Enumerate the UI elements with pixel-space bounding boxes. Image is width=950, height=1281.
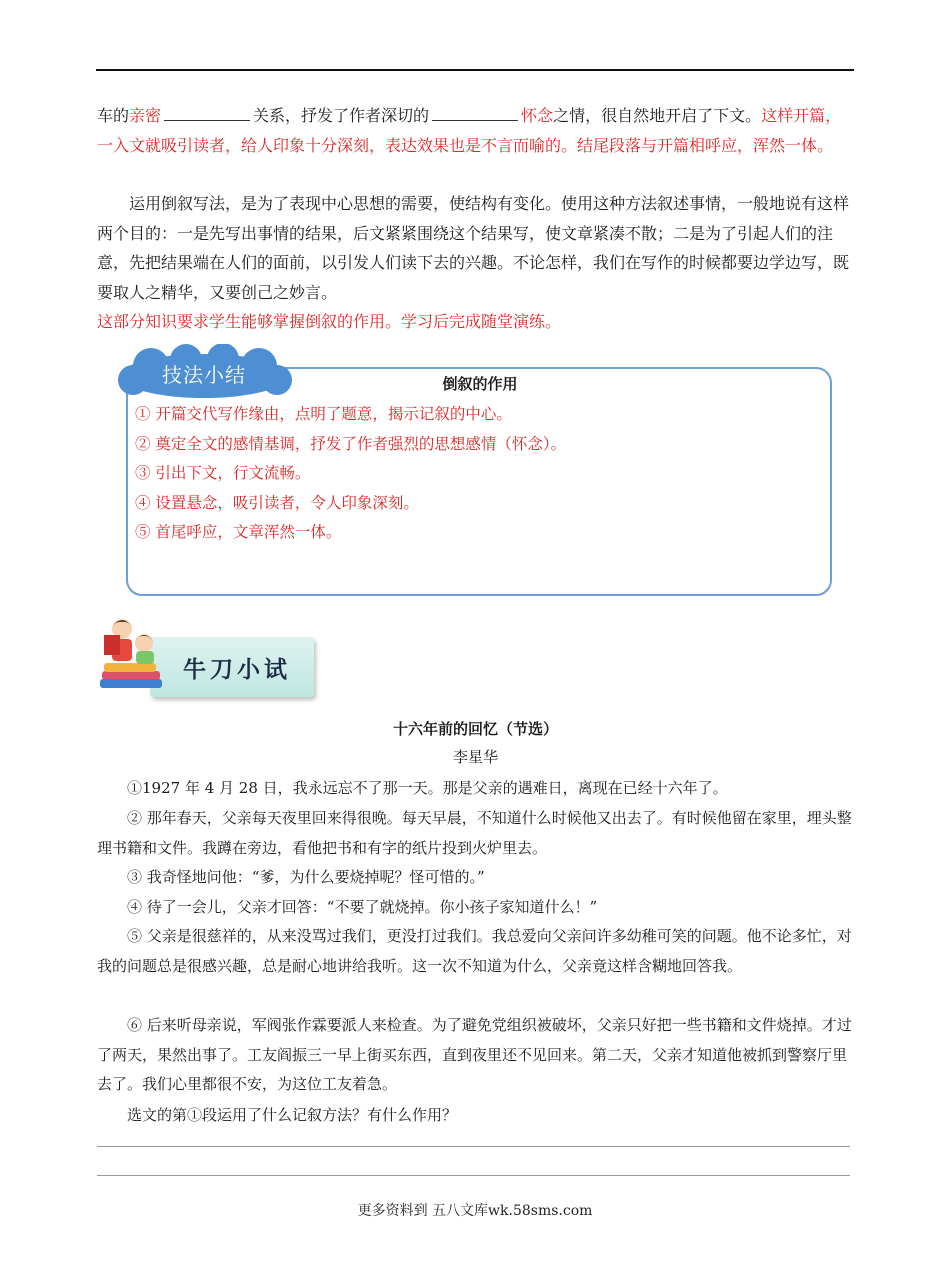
article-title: 十六年前的回忆（节选） <box>392 720 558 738</box>
summary-item: ⑤ 首尾呼应，文章浑然一体。 <box>135 523 342 541</box>
summary-label: 技法小结 <box>162 362 246 387</box>
flashback-explanation: 运用倒叙写法，是为了表现中心思想的需要，使结构有变化。使用这种方法叙述事情，一般地说有这样两个目的：一是先写出事情的结果，后文紧紧围绕这个结果写，使文章紧凑不散；二是为了引起人们的注意，先把结果端在人们的面前，以引发人们读下去的兴趣。不论怎样，我们在写作的时候都要边学边写，既要取人之精华，又要创己之妙言。 <box>97 194 850 302</box>
answer-line <box>97 1175 850 1176</box>
summary-item: ③ 引出下文，行文流畅。 <box>135 464 311 482</box>
answer-line <box>97 1146 850 1147</box>
answer-word-2: 怀念 <box>521 106 554 125</box>
article-paragraph: ⑥ 后来听母亲说，军阀张作霖要派人来检查。为了避免党组织被破坏，父亲只好把一些书籍和文件烧掉。才过了两天，果然出事了。工友阎振三一早上街买东西，直到夜里还不见回来。第二天，父亲才知道他被抓到警察厅里去了。我们心里都很不安，为这位工友着急。 <box>97 1016 852 1093</box>
answer-word-1: 亲密 <box>129 106 162 125</box>
article-paragraph: ⑤ 父亲是很慈祥的，从来没骂过我们，更没打过我们。我总爱向父亲问许多幼稚可笑的问题。他不论多忙，对我的问题总是很感兴趣，总是耐心地讲给我听。这一次不知道为什么，父亲竟这样含糊地回答我。 <box>97 927 852 975</box>
article-paragraph: ② 那年春天，父亲每天夜里回来得很晚。每天早晨，不知道什么时候他又出去了。有时候他留在家里，埋头整理书籍和文件。我蹲在旁边，看他把书和有字的纸片投到火炉里去。 <box>97 809 852 857</box>
summary-list <box>135 400 566 548</box>
fill-blank-2 <box>432 104 518 121</box>
intro-text-3: 之情，很自然地开启了下文。 <box>553 106 762 125</box>
intro-text-1: 车的 <box>97 106 130 125</box>
intro-text-2: 关系，抒发了作者深切的 <box>253 106 430 125</box>
practice-question: 选文的第①段运用了什么记叙方法？有什么作用？ <box>127 1106 458 1124</box>
header-rule <box>96 69 854 71</box>
article-paragraph: ①1927 年 4 月 28 日，我永远忘不了那一天。那是父亲的遇难日，离现在已经十六年了。 <box>127 779 728 797</box>
summary-item: ④ 设置悬念，吸引读者，令人印象深刻。 <box>135 493 419 512</box>
footer-text: 更多资料到 五八文库wk.58sms.com <box>357 1203 593 1219</box>
summary-item: ② 奠定全文的感情基调，抒发了作者强烈的思想感情（怀念）。 <box>135 434 567 453</box>
fill-blank-1 <box>164 104 250 121</box>
intro-paragraph <box>97 101 854 160</box>
article-paragraph: ④ 待了一会儿，父亲才回答：“不要了就烧掉。你小孩子家知道什么！” <box>127 898 598 916</box>
practice-title: 牛刀小试 <box>183 656 291 683</box>
article-paragraph: ③ 我奇怪地问他：“爹，为什么要烧掉呢？怪可惜的。” <box>127 868 485 886</box>
intro-red-note: 这样开篇，一入文就吸引读者，给人印象十分深刻，表达效果也是不言而喻的。结尾段落与开篇相呼应，浑然一体。 <box>97 106 842 155</box>
learning-requirement: 这部分知识要求学生能够掌握倒叙的作用。学习后完成随堂演练。 <box>97 312 562 331</box>
summary-title: 倒叙的作用 <box>442 375 518 393</box>
summary-item: ① 开篇交代写作缘由，点明了题意，揭示记叙的中心。 <box>135 405 512 423</box>
article-author: 李星华 <box>452 748 498 766</box>
